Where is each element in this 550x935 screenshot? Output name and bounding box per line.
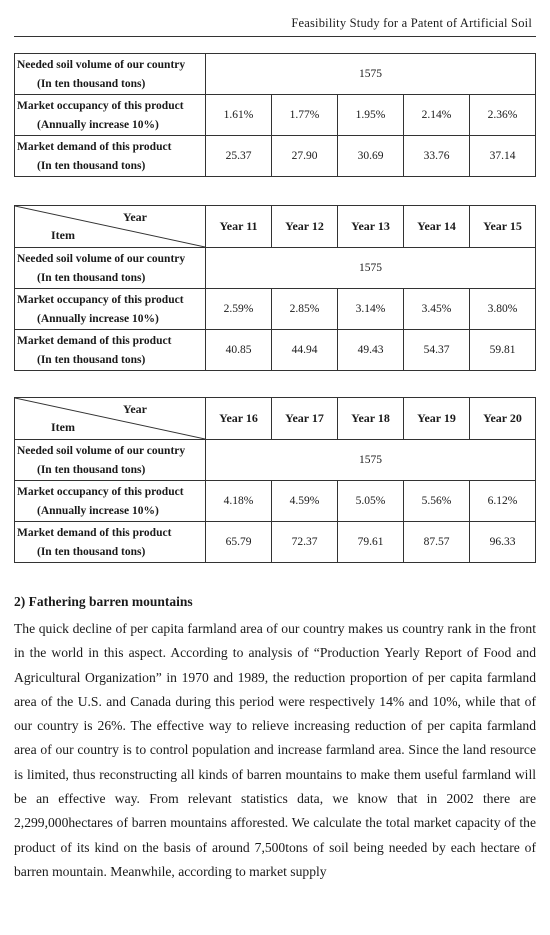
year-header: Year 13: [338, 206, 404, 248]
occupancy-cell: 3.45%: [404, 289, 470, 330]
occupancy-cell: 1.77%: [272, 95, 338, 136]
volume-cell: 1575: [206, 248, 536, 289]
header-rule: [14, 36, 536, 37]
occupancy-cell: 3.14%: [338, 289, 404, 330]
table-header-row: [15, 398, 536, 440]
occupancy-cell: 1.61%: [206, 95, 272, 136]
year-header: Year 19: [404, 398, 470, 440]
demand-cell: 33.76: [404, 136, 470, 177]
year-header: Year 14: [404, 206, 470, 248]
row-label-occupancy: Market occupancy of this product (Annually increase 10%): [15, 481, 206, 522]
table-header-row: [15, 206, 536, 248]
table-row: [15, 136, 536, 177]
demand-cell: 65.79: [206, 522, 272, 563]
occupancy-cell: 5.56%: [404, 481, 470, 522]
demand-cell: 96.33: [470, 522, 536, 563]
occupancy-cell: 4.59%: [272, 481, 338, 522]
table-row: [15, 289, 536, 330]
table-row: [15, 95, 536, 136]
item-label: Item: [51, 420, 75, 434]
table-row: [15, 522, 536, 563]
demand-cell: 40.85: [206, 330, 272, 371]
year-header: Year 18: [338, 398, 404, 440]
demand-cell: 25.37: [206, 136, 272, 177]
table-row: [15, 330, 536, 371]
demand-cell: 44.94: [272, 330, 338, 371]
row-label-demand: Market demand of this product (In ten thousand tons): [15, 522, 206, 563]
demand-cell: 37.14: [470, 136, 536, 177]
year-header: Year 12: [272, 206, 338, 248]
volume-cell: 1575: [206, 54, 536, 95]
diagonal-header-cell: [15, 206, 206, 248]
row-label-demand: Market demand of this product (In ten thousand tons): [15, 330, 206, 371]
section-heading: 2) Fathering barren mountains: [14, 594, 193, 609]
occupancy-cell: 2.85%: [272, 289, 338, 330]
item-label: Item: [51, 228, 75, 242]
demand-cell: 30.69: [338, 136, 404, 177]
demand-cell: 27.90: [272, 136, 338, 177]
row-label-occupancy: Market occupancy of this product (Annually increase 10%): [15, 289, 206, 330]
occupancy-cell: 1.95%: [338, 95, 404, 136]
year-header: Year 15: [470, 206, 536, 248]
diagonal-header-cell: [15, 398, 206, 440]
market-table-2: [14, 205, 536, 371]
table-row: [15, 54, 536, 95]
occupancy-cell: 4.18%: [206, 481, 272, 522]
body-paragraph: The quick decline of per capita farmland area of our country makes us country rank in the front in the world in this aspect. According to analysis of “Production Yearly Report of Food and Agricultural Organization” in 1970 and 1989, the reduction proportion of per capita farmland area of the U.S. and Canada during this period were respectively 14% and 10%, while that of our country is 26%. The effective way to relieve increasing reduction of per capita farmland area of our country is to control population and increase farmland area. Since the land resource is limited, thus reconstructing all kinds of barren mountains to make them useful farmland will be an effective way. From relevant statistics data, we know that in 2002 there are 2,299,000hectares of barren mountains afforested. We calculate the total market capacity of the product of its kind on the basis of around 7,500tons of soil being needed by each hectare of barren mountain. Meanwhile, according to market supply: [14, 621, 536, 879]
row-label-volume: Needed soil volume of our country (In ten thousand tons): [15, 54, 206, 95]
year-header: Year 11: [206, 206, 272, 248]
year-header: Year 17: [272, 398, 338, 440]
volume-cell: 1575: [206, 440, 536, 481]
market-table-1: [14, 53, 536, 177]
demand-cell: 49.43: [338, 330, 404, 371]
running-header: Feasibility Study for a Patent of Artificial Soil: [291, 16, 532, 30]
occupancy-cell: 6.12%: [470, 481, 536, 522]
occupancy-cell: 3.80%: [470, 289, 536, 330]
year-header: Year 20: [470, 398, 536, 440]
row-label-volume: Needed soil volume of our country (In ten thousand tons): [15, 248, 206, 289]
table-row: [15, 248, 536, 289]
year-label: Year: [123, 402, 147, 416]
table-row: [15, 440, 536, 481]
demand-cell: 72.37: [272, 522, 338, 563]
market-table-3: [14, 397, 536, 563]
table-row: [15, 481, 536, 522]
row-label-occupancy: Market occupancy of this product (Annually increase 10%): [15, 95, 206, 136]
demand-cell: 54.37: [404, 330, 470, 371]
row-label-demand: Market demand of this product (In ten thousand tons): [15, 136, 206, 177]
demand-cell: 79.61: [338, 522, 404, 563]
year-label: Year: [123, 210, 147, 224]
occupancy-cell: 2.14%: [404, 95, 470, 136]
row-label-volume: Needed soil volume of our country (In ten thousand tons): [15, 440, 206, 481]
year-header: Year 16: [206, 398, 272, 440]
occupancy-cell: 2.36%: [470, 95, 536, 136]
occupancy-cell: 2.59%: [206, 289, 272, 330]
demand-cell: 87.57: [404, 522, 470, 563]
occupancy-cell: 5.05%: [338, 481, 404, 522]
demand-cell: 59.81: [470, 330, 536, 371]
